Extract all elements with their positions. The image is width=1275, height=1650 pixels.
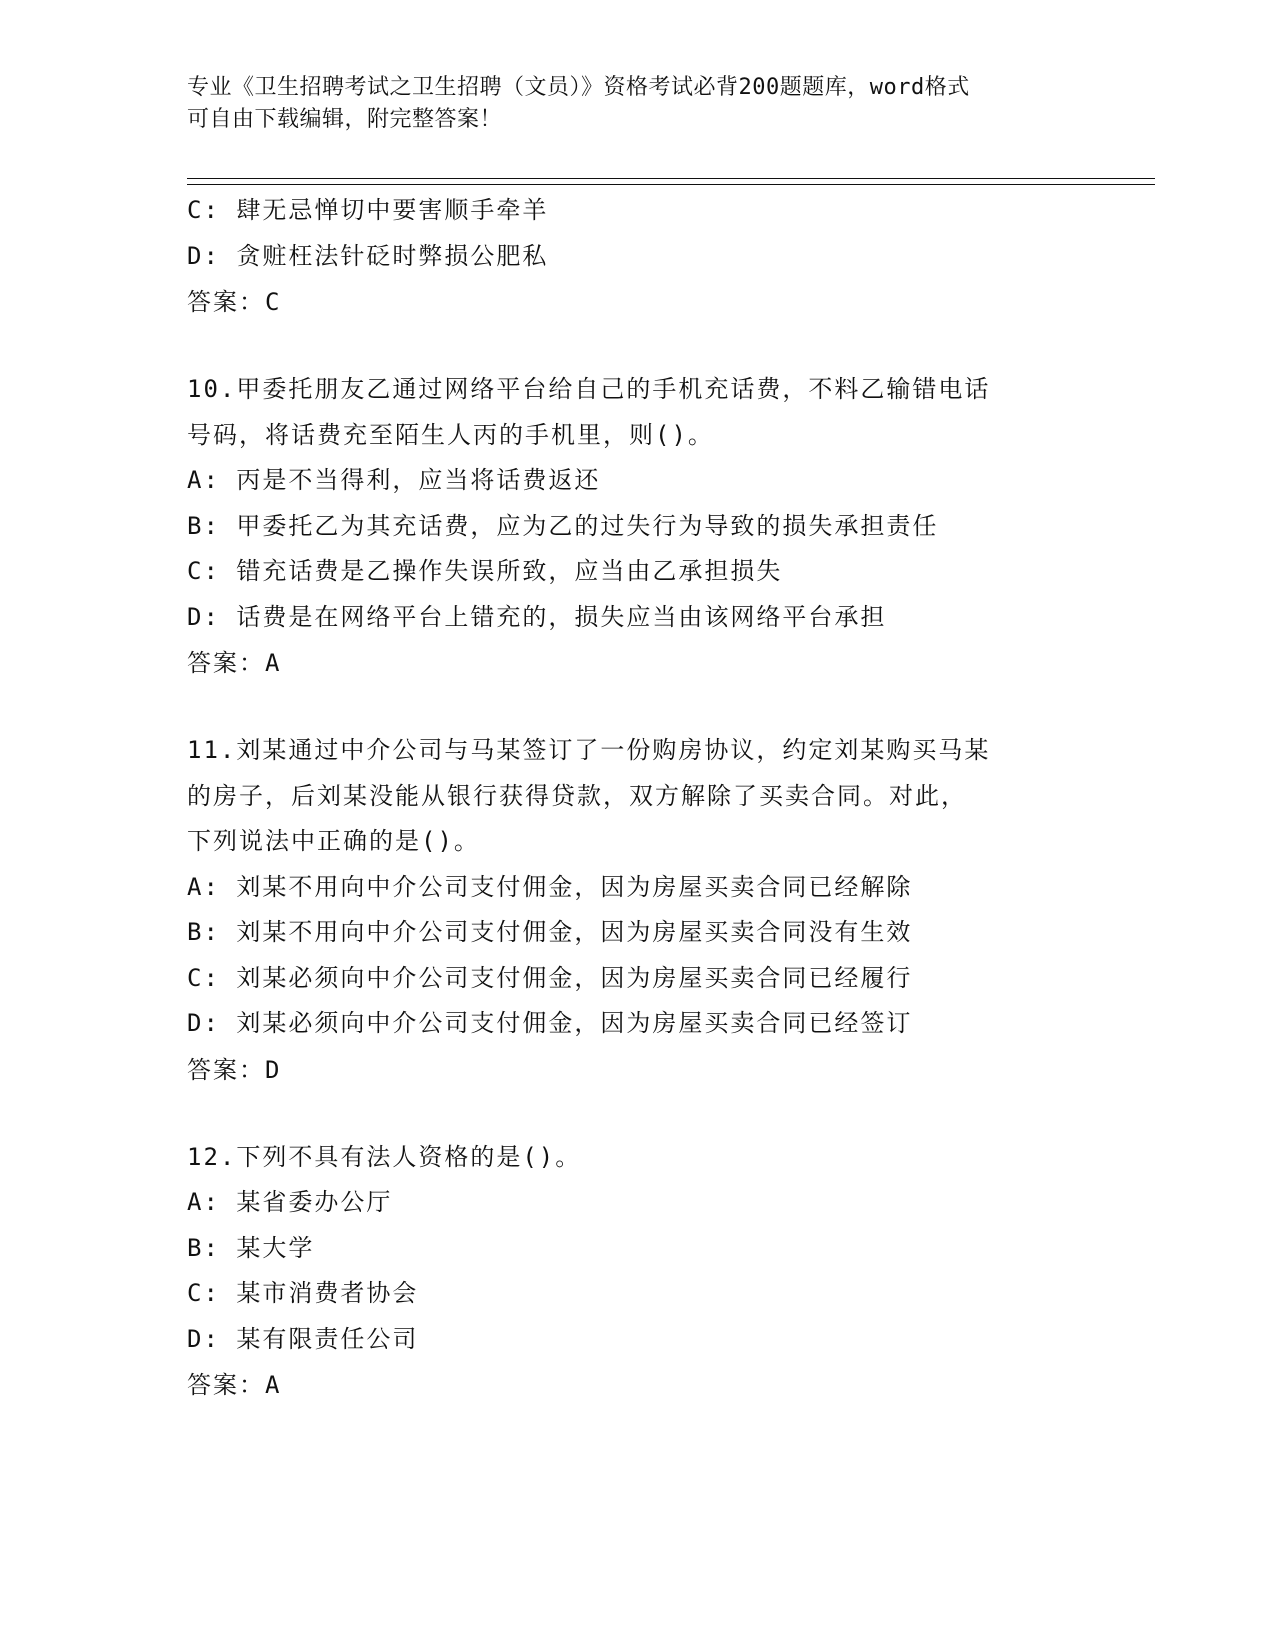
option-d: D: 某有限责任公司 [187,1324,419,1353]
spacer [187,1093,1087,1135]
stem-line: 号码，将话费充至陌生人丙的手机里，则()。 [187,420,714,449]
stem-line: 下列说法中正确的是()。 [187,827,480,855]
option-b: B: 刘某不用向中介公司支付佣金，因为房屋买卖合同没有生效 [187,918,913,946]
option-c: C: 某市消费者协会 [187,1279,419,1307]
question-continuation [187,188,1087,325]
option-a: A: 刘某不用向中介公司支付佣金，因为房屋买卖合同已经解除 [187,872,913,901]
stem-line: 10.甲委托朋友乙通过网络平台给自己的手机充话费，不料乙输错电话 [187,375,991,403]
header-line-1: 专业《卫生招聘考试之卫生招聘（文员）》资格考试必背200题题库，word格式 [187,75,970,100]
spacer [187,686,1087,728]
option-c: C: 刘某必须向中介公司支付佣金，因为房屋买卖合同已经履行 [187,963,913,992]
option-a: A: 某省委办公厅 [187,1188,393,1216]
question-stem [187,1135,1087,1181]
option-b: B: 某大学 [187,1233,315,1262]
answer-line: 答案：C [187,288,282,316]
option-d: D: 贪赃枉法针砭时弊损公肥私 [187,241,549,270]
question-10 [187,367,1087,686]
answer-line: 答案：A [187,649,282,677]
question-stem [187,728,1087,865]
answer-line: 答案：D [187,1055,282,1084]
stem-line: 12.下列不具有法人资格的是()。 [187,1142,582,1171]
answer-line: 答案：A [187,1371,282,1399]
stem-line: 的房子，后刘某没能从银行获得贷款，双方解除了买卖合同。对此， [187,781,967,810]
option-d: D: 话费是在网络平台上错充的，损失应当由该网络平台承担 [187,602,887,631]
option-b: B: 甲委托乙为其充话费，应为乙的过失行为导致的损失承担责任 [187,511,939,540]
spacer [187,325,1087,367]
header-divider-bottom [187,184,1155,185]
document-body [187,188,1087,1408]
header-divider-top [187,178,1155,179]
option-d: D: 刘某必须向中介公司支付佣金，因为房屋买卖合同已经签订 [187,1009,913,1037]
stem-line: 11.刘某通过中介公司与马某签订了一份购房协议，约定刘某购买马某 [187,736,991,764]
header-line-2: 可自由下载编辑，附完整答案！ [187,107,503,132]
option-c: C: 错充话费是乙操作失误所致，应当由乙承担损失 [187,557,783,585]
option-c: C: 肆无忌惮切中要害顺手牵羊 [187,196,549,224]
question-12 [187,1135,1087,1409]
document-header [187,72,1067,136]
question-stem [187,367,1087,458]
question-11 [187,728,1087,1093]
option-a: A: 丙是不当得利，应当将话费返还 [187,466,601,494]
